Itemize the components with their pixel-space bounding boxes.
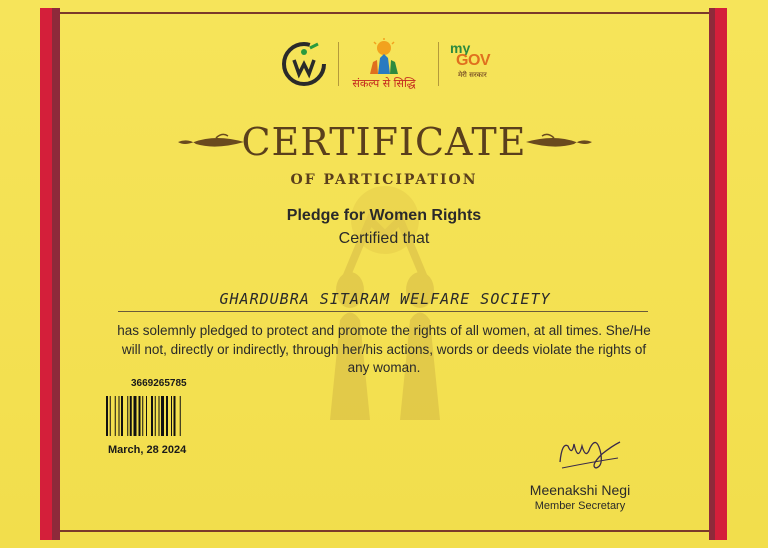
certificate-subtitle: OF PARTICIPATION — [290, 172, 478, 188]
commission-women-logo-icon — [280, 40, 328, 88]
pledge-statement: has solemnly pledged to protect and promote the rights of all women, at all times. She/He will not, directly or indirectly, through her/his actions, words or deeds violate the rights of any woman. — [117, 323, 651, 375]
sankalp-se-siddhi-logo — [344, 38, 424, 92]
logo-separator — [338, 42, 339, 86]
certificate-number: 3669265785 — [131, 378, 187, 389]
bottom-border-line — [60, 530, 709, 532]
signer-role: Member Secretary — [534, 500, 626, 512]
mygov-gov-text: GOV — [456, 52, 491, 69]
right-flourish-icon — [524, 130, 594, 154]
right-border-bar — [709, 8, 727, 540]
signature-icon — [552, 432, 624, 472]
logo-separator — [438, 42, 439, 86]
pledge-title: Pledge for Women Rights — [286, 207, 482, 224]
sun-figures-icon — [344, 38, 424, 76]
top-border-line — [60, 12, 709, 14]
mygov-logo — [446, 40, 506, 90]
mygov-subtitle: मेरी सरकार — [458, 71, 487, 79]
signer-name: Meenakshi Negi — [529, 482, 631, 498]
certified-that-text: Certified that — [338, 230, 430, 247]
barcode-icon — [106, 396, 206, 436]
sankalp-tagline: संकल्प से सिद्धि — [352, 77, 416, 90]
recipient-name: GHARDUBRA SITARAM WELFARE SOCIETY — [219, 290, 551, 308]
issue-date: March, 28 2024 — [108, 444, 187, 456]
mygov-my-text: my — [450, 40, 471, 56]
left-border-bar — [40, 8, 60, 540]
certificate-title: CERTIFICATE — [241, 120, 527, 164]
recipient-underline — [118, 311, 648, 312]
logo-strip — [268, 36, 508, 96]
